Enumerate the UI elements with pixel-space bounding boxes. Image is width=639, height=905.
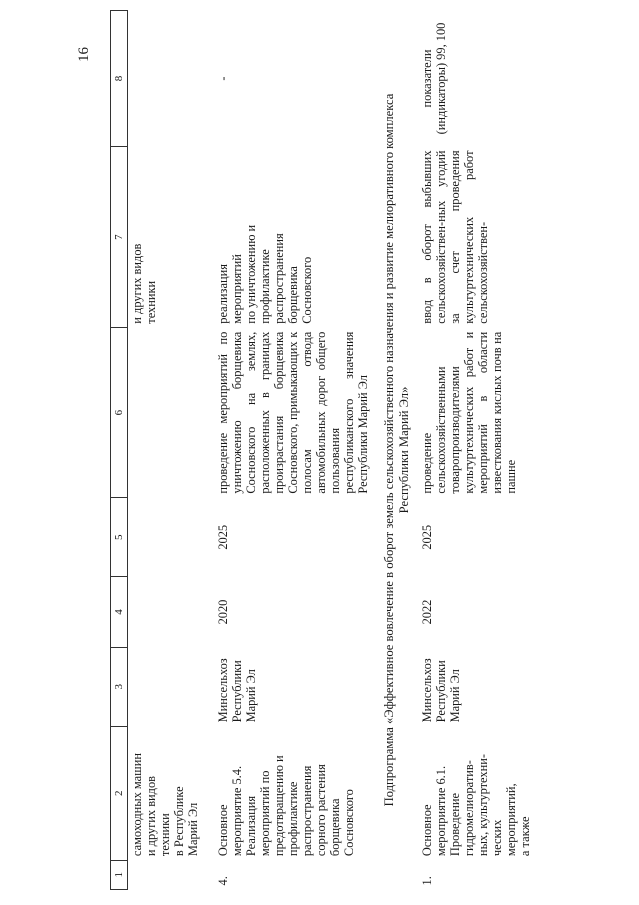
row4-col3: Минсельхоз Республики Марий Эл	[216, 658, 258, 723]
row4-col7: реализация мероприятий по уничтожению и профилактике распространения борщевика Сосновского	[216, 224, 314, 324]
rotated-table-sheet	[110, 10, 620, 890]
row4-col6: проведение мероприятий по уничтожению борщевика Сосновского на землях, расположенных в границах произрастания борщевика Сосновского, примыкающих к полосам отвода автомобильных дорог общего пользования республиканского значения Республики Марий Эл	[216, 331, 370, 494]
row4-col8: -	[216, 76, 230, 81]
row1-col7: ввод в оборот выбывших сельскохозяйствен-ных угодий за счет проведения культуртехнических работ сельскохозяйствен-	[420, 150, 490, 324]
header-col-2: 2	[111, 726, 128, 860]
row1-col3: Минсельхоз Республики Марий Эл	[420, 658, 462, 723]
subprogram-title: Подпрограмма «Эффективное вовлечение в оборот земель сельскохозяйственного назначения и развитие мелиоративного комплекса Республики Марий Эл»	[382, 93, 411, 807]
row1-col4: 2022	[420, 599, 434, 625]
page-number: 16	[76, 47, 92, 62]
row1-col6: проведение сельскохозяйственными товаропроизводителями культуртехнических работ и мероприятий в области известкования кислых почв на пашне	[420, 331, 518, 494]
header-col-7: 7	[111, 146, 128, 327]
row1-num: 1.	[420, 876, 434, 886]
header-col-6: 6	[111, 328, 128, 498]
row4-col5: 2025	[216, 524, 230, 550]
row1-col8: показатели (индикаторы) 99, 100	[420, 22, 448, 135]
program-table	[110, 10, 534, 890]
continued-col2: самоходных машин и других видов техники в Республике Марий Эл	[130, 753, 200, 857]
header-col-5: 5	[111, 498, 128, 577]
table-row-1	[418, 11, 534, 890]
subprogram-row	[372, 11, 418, 890]
row4-col2: Основное мероприятие 5.4. Реализация мероприятий по предотвращению и профилактике распространения сорного растения борщевика Сосновского	[216, 755, 356, 857]
header-row	[111, 11, 128, 890]
row4-num: 4.	[216, 876, 230, 886]
header-col-3: 3	[111, 647, 128, 726]
row4-col4: 2020	[216, 599, 230, 625]
header-col-8: 8	[111, 11, 128, 147]
table-row-continued	[128, 11, 203, 890]
row1-col5: 2025	[420, 524, 434, 550]
continued-col7: и других видов техники	[130, 243, 158, 324]
table-row-4	[202, 11, 372, 890]
header-col-1: 1	[111, 860, 128, 889]
header-col-4: 4	[111, 577, 128, 647]
row1-col2: Основное мероприятие 6.1. Проведение гидромелиоратив- ных, культуртехни- ческих мероприятий, а также	[420, 754, 532, 857]
